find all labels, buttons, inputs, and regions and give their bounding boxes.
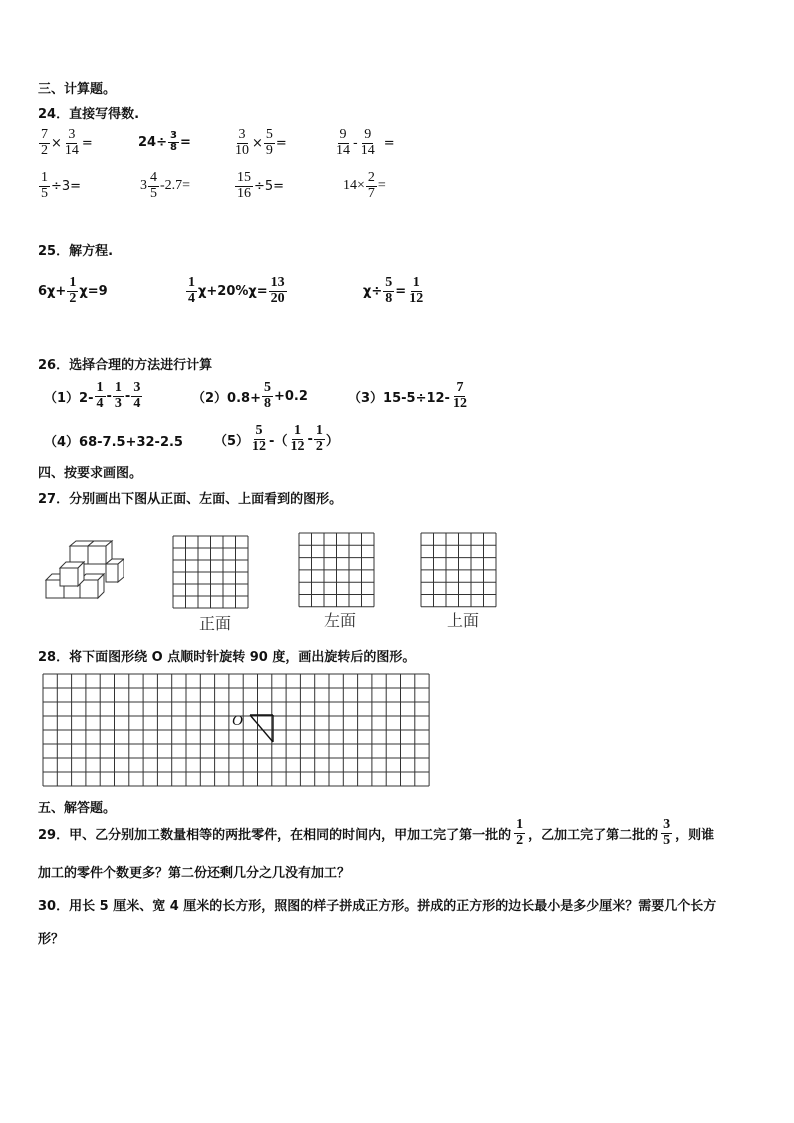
q28-title: 28．将下面图形绕 O 点顺时针旋转 90 度，画出旋转后的图形。	[38, 650, 416, 665]
fraction: $\frac{3}{14}$	[64, 127, 79, 158]
q26-problem-4: （4）68-7.5+32-2.5	[44, 435, 183, 450]
fraction: $\frac{3}{4}$	[133, 380, 141, 411]
q25-equation-3: χ÷ $\frac{5}{8}$ = $\frac{1}{12}$	[363, 275, 424, 306]
q24-item-2: 24÷ $\frac{3}{8}$ =	[138, 130, 191, 153]
q25-title: 25．解方程.	[38, 244, 114, 259]
q24-title: 24．直接写得数.	[38, 107, 140, 122]
fraction: $\frac{13}{20}$	[270, 275, 285, 306]
q29-line-1: 29．甲、乙分别加工数量相等的两批零件，在相同的时间内，甲加工完了第一批的 $\frac{1}{2}$ ，乙加工完了第二批的 $\frac{3}{5}$ ，则谁	[38, 817, 715, 848]
fraction: $\frac{3}{10}$	[235, 127, 249, 158]
q30-line-2: 形？	[38, 932, 65, 947]
fraction: $\frac{3}{8}$	[169, 130, 177, 153]
fraction: $\frac{5}{8}$	[385, 275, 393, 306]
q29-line-2: 加工的零件个数更多？第二份还剩几分之几没有加工？	[38, 866, 351, 881]
q30-line-1: 30．用长 5 厘米、宽 4 厘米的长方形，照图的样子拼成正方形。拼成的正方形的边长最小是多少厘米？需要几个长方	[38, 899, 717, 914]
section-3-heading: 三、计算题。	[38, 82, 117, 97]
left-view-grid	[298, 532, 378, 608]
q26-problem-1: （1）2- $\frac{1}{4}$ - $\frac{1}{3}$ - $\frac{3}{4}$	[44, 380, 141, 411]
q25-equation-2: $\frac{1}{4}$ χ+20%χ= $\frac{13}{20}$	[188, 275, 285, 306]
fraction: $\frac{9}{14}$	[360, 127, 375, 158]
section-5-heading: 五、解答题。	[38, 801, 117, 816]
q26-problem-2: （2）0.8+ $\frac{5}{8}$ +0.2	[192, 380, 308, 411]
top-view-label: 上面	[447, 613, 480, 630]
left-view-label: 左面	[324, 613, 357, 630]
q24-item-4: $\frac{9}{14}$ - $\frac{9}{14}$ =	[336, 127, 395, 158]
q24-item-6: 3 $\frac{4}{5}$ -2.7=	[140, 170, 191, 201]
fraction: $\frac{1}{5}$	[41, 170, 48, 201]
fraction: $\frac{1}{12}$	[409, 275, 424, 306]
q26-problem-5: （5） $\frac{5}{12}$ -（ $\frac{1}{12}$ - $\frac{1}{2}$ ）	[214, 423, 339, 454]
fraction: $\frac{7}{2}$	[41, 127, 48, 158]
fraction: $\frac{15}{16}$	[237, 170, 251, 201]
q24-item-3: $\frac{3}{10}$ × $\frac{5}{9}$ =	[235, 127, 287, 158]
fraction: $\frac{1}{4}$	[96, 380, 104, 411]
triangle-figure	[250, 715, 273, 742]
top-view-grid	[420, 532, 500, 608]
front-view-grid	[172, 535, 252, 609]
section-4-heading: 四、按要求画图。	[38, 466, 143, 481]
q24-item-1: $\frac{7}{2}$ × $\frac{3}{14}$ =	[41, 127, 93, 158]
point-o-label: O	[232, 713, 243, 729]
fraction: $\frac{9}{14}$	[336, 127, 350, 158]
fraction: $\frac{1}{4}$	[188, 275, 195, 306]
q24-item-8: 14× $\frac{2}{7}$ =	[343, 170, 386, 201]
q25-equation-1: 6χ+ $\frac{1}{2}$ χ=9	[38, 275, 108, 306]
rotation-grid	[42, 673, 434, 789]
q27-title: 27．分别画出下图从正面、左面、上面看到的图形。	[38, 492, 343, 507]
fraction: $\frac{3}{5}$	[663, 817, 671, 848]
fraction: $\frac{2}{7}$	[367, 170, 375, 201]
fraction: $\frac{1}{2}$	[315, 423, 323, 454]
fraction: $\frac{1}{2}$	[69, 275, 77, 306]
fraction: $\frac{5}{9}$	[265, 127, 273, 158]
front-view-label: 正面	[199, 616, 232, 633]
fraction: $\frac{5}{8}$	[263, 380, 271, 411]
q24-item-7: $\frac{15}{16}$ ÷5=	[237, 170, 285, 201]
fraction: $\frac{1}{2}$	[516, 817, 524, 848]
fraction: $\frac{1}{3}$	[114, 380, 122, 411]
cube-stack-figure	[44, 540, 124, 606]
fraction: $\frac{1}{12}$	[290, 423, 305, 454]
q26-problem-3: （3）15-5÷12- $\frac{7}{12}$	[348, 380, 467, 411]
q24-item-5: $\frac{1}{5}$ ÷3=	[41, 170, 82, 201]
q26-title: 26．选择合理的方法进行计算	[38, 358, 213, 373]
fraction: $\frac{7}{12}$	[452, 380, 467, 411]
fraction: $\frac{4}{5}$	[150, 170, 157, 201]
fraction: $\frac{5}{12}$	[252, 423, 267, 454]
